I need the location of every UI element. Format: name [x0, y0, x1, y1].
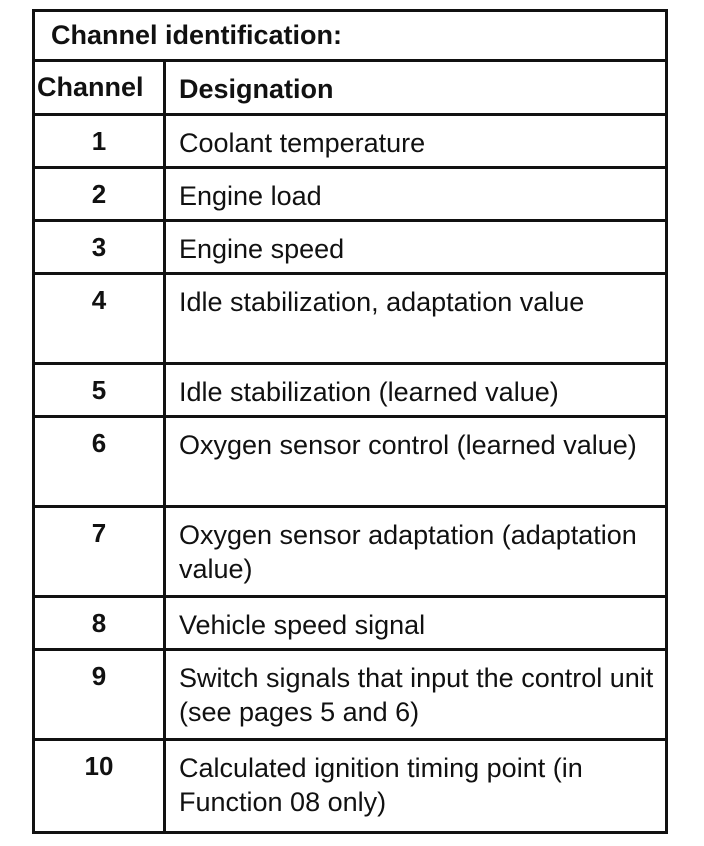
table-row: [35, 508, 665, 598]
table-row: [35, 169, 665, 222]
table-title: Channel identification:: [35, 12, 665, 62]
table-row: [35, 741, 665, 831]
channel-designation: Engine speed: [179, 234, 345, 264]
table-row: [35, 275, 665, 365]
channel-number: 1: [35, 116, 166, 166]
channel-number: 5: [35, 365, 166, 415]
channel-designation: Engine load: [179, 181, 322, 211]
channel-number: 4: [35, 275, 166, 362]
channel-number: 2: [35, 169, 166, 219]
table-row: [35, 598, 665, 651]
channel-number: 3: [35, 222, 166, 272]
channel-designation: Coolant temperature: [179, 128, 426, 158]
channel-number: 10: [35, 741, 166, 831]
channel-identification-table: [32, 9, 668, 834]
channel-designation: Calculated ignition timing point (in Function 08 only): [179, 753, 583, 817]
column-header-designation: Designation: [179, 74, 334, 104]
table-row: [35, 651, 665, 741]
column-header-channel: Channel: [35, 62, 166, 113]
table-row: [35, 365, 665, 418]
channel-designation: Oxygen sensor adaptation (adaptation value): [179, 520, 637, 584]
channel-designation: Vehicle speed signal: [179, 610, 426, 640]
channel-designation: Idle stabilization, adaptation value: [179, 287, 585, 317]
channel-designation: Idle stabilization (learned value): [179, 377, 559, 407]
table-row: [35, 116, 665, 169]
channel-designation: Switch signals that input the control unit (see pages 5 and 6): [179, 663, 654, 727]
table-row: [35, 418, 665, 508]
channel-number: 6: [35, 418, 166, 505]
channel-number: 7: [35, 508, 166, 595]
table-row: [35, 222, 665, 275]
table-header-row: [35, 62, 665, 116]
channel-designation: Oxygen sensor control (learned value): [179, 430, 637, 460]
channel-number: 8: [35, 598, 166, 648]
channel-number: 9: [35, 651, 166, 738]
